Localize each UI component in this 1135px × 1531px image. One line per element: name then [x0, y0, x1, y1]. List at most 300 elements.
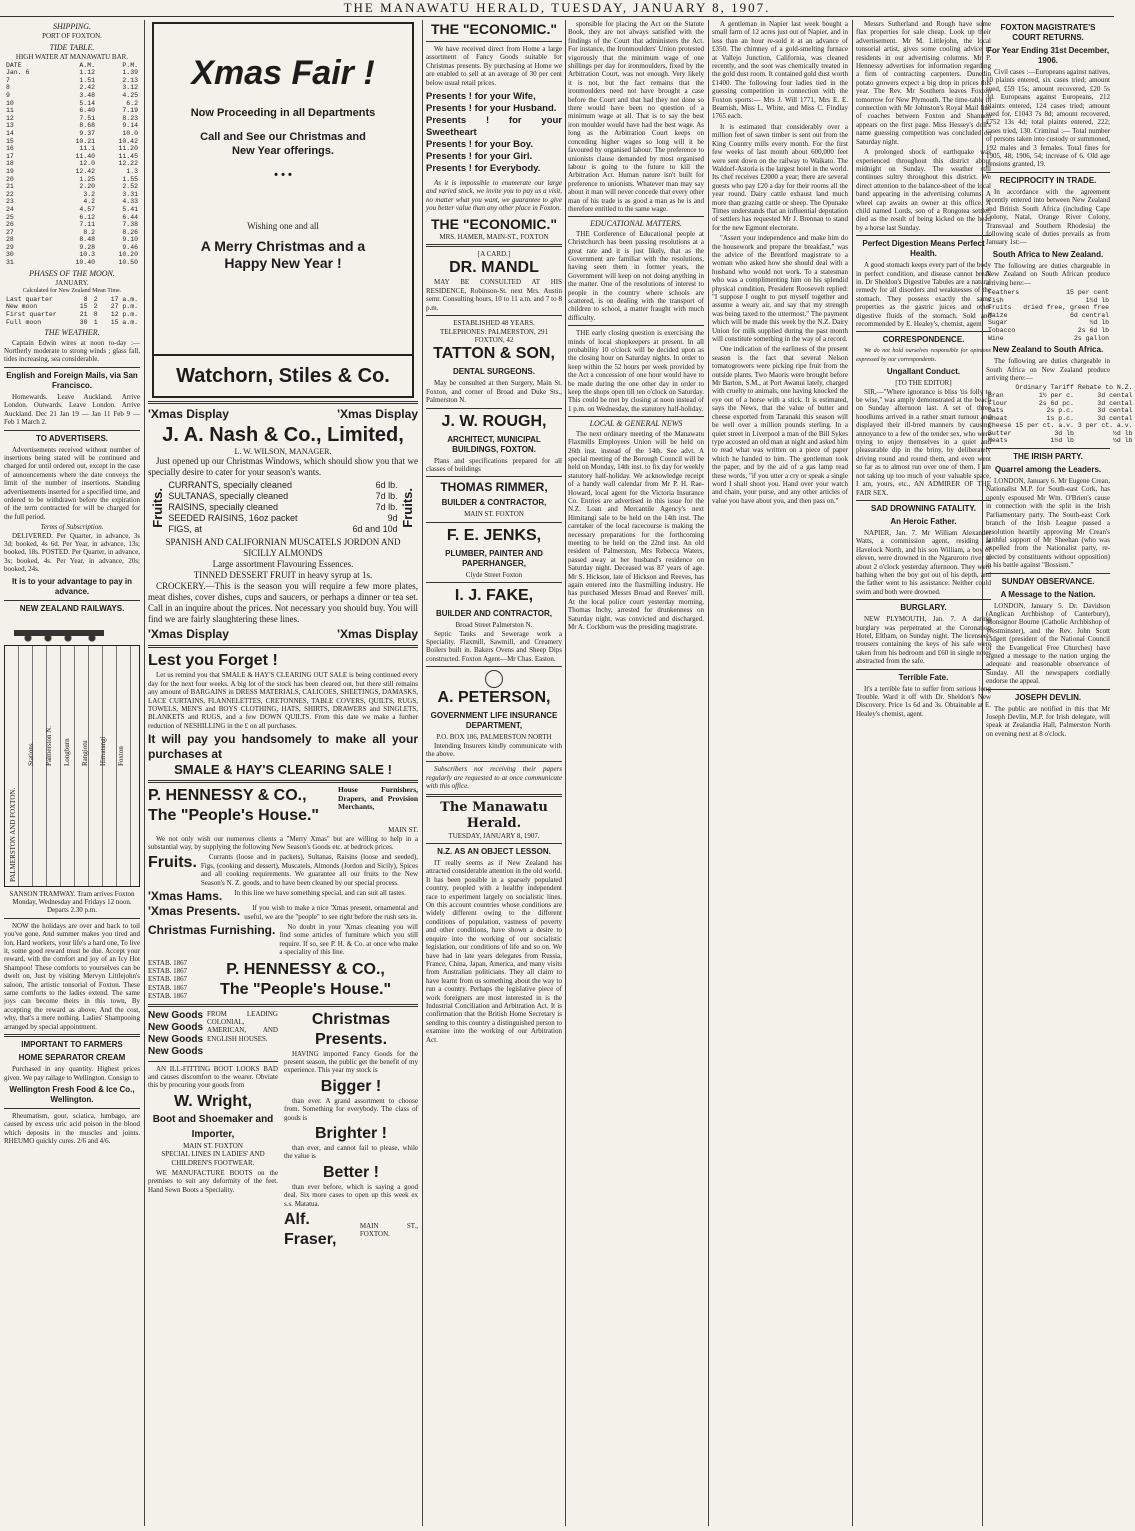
tide-cell: 26	[6, 221, 14, 229]
tide-cell: 10.0	[122, 129, 138, 137]
fruit-name: SULTANAS, specially cleaned	[168, 491, 289, 502]
paper-title: The Manawatu Herald.	[440, 799, 548, 831]
timetable-label: Foxton	[117, 745, 125, 766]
new-goods-line: New Goods	[148, 1045, 204, 1057]
presents-block	[148, 904, 418, 923]
tide-cell: 30	[6, 251, 14, 259]
fraser-name: Alf. Fraser,	[284, 1211, 337, 1249]
presents-text: If you wish to make a nice 'Xmas present, ornamental and useful, we are the "people" to see right before the rush sets in.	[244, 904, 418, 921]
tide-row	[4, 176, 140, 184]
tide-cell: 9	[6, 92, 10, 99]
smale-hay-text: Let us remind you that SMALE & HAY'S CLEARING OUT SALE is being continued every day for the next four weeks. A big lot of the stock has been cleared out, but there still remains any amount of BARGAINS in DRESS MATERIALS, CALICOES, SHEETINGS, DAMASKS, LACE CURTAINS, FLANNELETTES, CRETONNES, TABLE COVERS, QUILTS, RUGS, TOWELS, MEN'S and BOYS CLOTHING, HATS, SHIRTS, DRAWERS and SINGLETS, BLANKETS and RUGS, and a few DOWN QUILTS. From this date we make a further reduction of NESHILLING in the £ on all purchases.	[148, 671, 418, 730]
sa-duty-cell: Fruits	[988, 304, 1012, 312]
moon-cell: 2	[93, 303, 98, 311]
column-7	[986, 20, 1133, 1526]
sunday-subheading: A Message to the Nation.	[1000, 589, 1096, 599]
column-rule	[565, 20, 566, 1526]
tide-cell: 3.12	[122, 84, 138, 92]
fruits-word: Fruits.	[148, 854, 197, 872]
timetable-label: Palmerston N.	[45, 725, 53, 766]
fake-text: Septic Tanks and Sewerage work a Speciality. Flaxmill, Sawmill, and Creamery Boilers built in. Bakers Ovens and Sheep Dips constructed. Foxton Agent—Mr Chas. Easton.	[426, 629, 562, 663]
burglary-heading: BURGLARY.	[900, 603, 947, 613]
reciprocity-heading: RECIPROCITY IN TRADE.	[999, 175, 1097, 185]
peoples-house-2: The "People's House."	[220, 980, 392, 998]
tide-cell: 22	[6, 190, 14, 198]
rough-name: J. W. ROUGH,	[441, 412, 547, 430]
present-line: Presents ! for your Girl.	[426, 151, 533, 163]
tide-cell: 8.68	[79, 122, 96, 130]
fraser-signature	[284, 1210, 418, 1250]
hennessy-firm-name: P. HENNESSY & CO.,	[148, 787, 307, 805]
tide-row	[4, 229, 140, 237]
sa-duty-row	[986, 289, 1111, 297]
peterson-box: P.O. BOX 186, PALMERSTON NORTH	[436, 733, 552, 742]
sa-duties-table	[986, 289, 1111, 342]
xmas-fair-title: Xmas Fair !	[191, 54, 375, 92]
tide-cell: 29	[6, 243, 14, 251]
nz-duty-cell: Cheese	[988, 422, 1012, 430]
column-5	[712, 20, 848, 1526]
weather-heading: THE WEATHER.	[44, 328, 100, 338]
moon-cell: 8	[93, 311, 98, 319]
tide-cell: 8	[6, 84, 10, 92]
news-items-1: A gentleman in Napier last week bought a small farm of 12 acres just out of Napier, and in less than an hour re-sold it at an advance of £350. The chimney of a gold-smelting furnace at Vallejo Junction, California, was cleaned recently, and the soot was chemically treated in the gold dust room. It contained gold dust worth £1400. The following four ladies tied in the guessing competition in connection with the Foxton sports:— Mrs J. Will 1771, Mrs E. E. Beamish, Miss L. White, and Miss C. Findlay 1765 each.	[712, 20, 848, 121]
sa-duty-row	[986, 304, 1111, 312]
devlin-text: The public are notified in this that Mr Joseph Devlin, M.P. for Irish delegate, will speak at Zealandia Hall, Palmerston North on evening next at 8 o'clock.	[986, 704, 1110, 738]
moon-note: Calculated for New Zealand Mean Time.	[22, 288, 122, 295]
column-3	[426, 20, 562, 1526]
column-rule	[422, 20, 423, 1526]
tide-cell: 10.21	[75, 137, 96, 145]
fruit-price: 6d lb.	[375, 480, 398, 491]
perfect-digestion-text: A good stomach keeps every part of the body in perfect condition, and disease cannot break in. Dr Sheldon's Digestive Tabules are a natural remedy for all disorders and weaknesses of the stomach. They possess exactly the same properties as the gastric juices and other digestive fluids of the stomach. Sold and recommended by E. Healey's, chemist, agent.	[856, 261, 991, 328]
tide-cell: 6.2	[126, 99, 138, 107]
tide-row	[4, 145, 140, 153]
peterson-trade: GOVERNMENT LIFE INSURANCE DEPARTMENT,	[430, 711, 558, 731]
tide-cell: 21	[6, 183, 14, 191]
sunday-text: LONDON, January 5. Dr. Davidson (Anglican Archbishop of Canterbury), Monsignor Bourne (Catholic Archbishop of Westminster), and the Rev. John Scott Lidgett (president of the National Council of the Evangelical Free Churches) have signed a message to the nation urging the adequate and reasonable observance of Sunday. All the newspapers cordially endorse the appeal.	[986, 601, 1110, 686]
tide-cell: 7.38	[122, 221, 138, 229]
sa-duty-cell: 6d central	[1070, 311, 1110, 319]
new-goods-list	[148, 1010, 203, 1058]
timetable-label: Rangiotu	[81, 739, 89, 766]
moon-cell: 21	[79, 311, 88, 319]
tide-cell: 28	[6, 236, 14, 244]
tide-cell: 11.45	[118, 152, 138, 160]
tide-cell: 31	[6, 259, 14, 267]
tide-cell: 5.41	[122, 205, 138, 213]
watchorn-xmas-ad	[152, 22, 414, 356]
advertisers-heading: TO ADVERTISERS.	[35, 433, 108, 443]
column-1	[4, 20, 140, 1526]
nz-duties-col	[986, 384, 1013, 392]
mails-heading: English and Foreign Mails, via San Francisco.	[6, 370, 138, 390]
moon-cell: 30	[79, 318, 88, 326]
mandl-text: MAY BE CONSULTED AT HIS RESIDENCE, Robinson-St. next Mrs. Austin semr. Consulting hours, 10 to 11 a.m. and 7 to 8 p.m.	[426, 278, 562, 312]
tide-cell: 6.12	[79, 213, 96, 221]
moon-row	[4, 296, 140, 304]
moon-cell: 17 a.m.	[110, 295, 138, 303]
tide-cell: 8.48	[79, 236, 96, 244]
nz-duty-cell: Oats	[988, 407, 1004, 415]
moon-table	[4, 296, 140, 326]
jenks-trade: PLUMBER, PAINTER AND PAPERHANGER,	[445, 548, 543, 568]
arbitration-continued: sponsible for placing the Act on the Statute Book, they are not always satisfied with the findings of the Court that administers the Act. For instance, the Ironmoulders' Union protested vigorously that the minimum wage of one shillings per day for ironmoulders, fixed by the Arbitration Court, was not enough. Very likely it is not, but the fact remains that the ironmoulders need not have brought a case before the Court and that had they not done so there would have been no question of a minimum wage at all. That is to say the best iron moulder would have had the best wage. As long as the Arbitration Court keeps on conceding higher wages so long will it be favoured by organised labour. The preference to unionists clause demanded by most organised labour is going to the future to kill the Arbitration Act. Human nature isn't built for preference to unionists. Whatever man may say about it man will never concede that every other man of his trade is as good a man as he is and therefore entitled to the same wage.	[568, 20, 704, 213]
tide-cell: 4.57	[79, 205, 96, 213]
tide-cell: 20	[6, 175, 14, 183]
nz-duty-cell: 1½d lb	[1050, 437, 1074, 445]
tide-cell: 25	[6, 213, 14, 221]
hennessy-firm-name-2: P. HENNESSY & CO.,	[226, 960, 385, 978]
nz-duties-col: Ordinary Tariff	[1015, 384, 1074, 392]
almonds-line: SPANISH AND CALIFORNIAN MUSCATELS JORDON AND SICILLY ALMONDS	[165, 537, 401, 559]
nz-duty-cell: 1½ per c.	[1038, 391, 1074, 399]
news-items-3: "Assert your independence and make him do the housework and prepare the breakfast," was the advice of the Brentford magistrate to a woman who asked how she should deal with a husband who would not work. To a statesman who was a complimenting him on his splendid physical condition, President Roosevelt replied: "I suppose I ought to put myself together and assume a weary air, and say that my strength was being taxed to the uttermost." The payment which will be made this week by the N.Z. Dairy Union for milk supplied during the past month will constitute something in the way of a record.	[712, 234, 848, 344]
hams-text: In this line we have something special, and can suit all tastes.	[234, 889, 406, 898]
wright-address: MAIN ST. FOXTON	[183, 1141, 243, 1150]
letter-text: SIR,—"Where ignorance is bliss 'tis folly to be wise," was amply demonstrated at the beach on Sunday afternoon last. A set of three hoodlums arrived in a rather smart turnout and displayed their ill-bred manners by causing annoyance to a few of the tender sex, who were trying to enjoy themselves in a quiet and pleasurable dip in the briny, by deliberately driving round and round them, and even went so far as to almost run over one of them. I am not taking up too much of your valuable space, I am, yours, etc., AN ADMIRER OF THE FAIR SEX.	[856, 387, 991, 497]
sa-duty-cell: 2s 6d lb	[1077, 326, 1110, 334]
wright-name: W. Wright,	[174, 1092, 252, 1110]
tide-cell: 16	[6, 145, 14, 153]
tide-cell: 1.51	[79, 76, 96, 84]
terrible-fate-text: It's a terrible fate to suffer from serious long Trouble. Ward it off with Dr. Sheldon's New Discovery. Price 1s 6d and 3s. Obtainable at E. Healey's chemist, agent.	[856, 684, 991, 718]
tide-cell: 1.55	[122, 175, 138, 183]
tide-row	[4, 244, 140, 252]
lest-you-forget-title: Lest you Forget !	[148, 652, 278, 670]
tinned-line: TINNED DESSERT FRUIT in heavy syrup at 1s.	[193, 570, 373, 581]
xmas-wish: A Merry Christmas and a Happy New Year !	[200, 238, 366, 272]
masthead: THE MANAWATU HERALD, TUESDAY, JANUARY 8, 1907.	[0, 0, 1114, 17]
moon-cell: Full moon	[6, 318, 42, 326]
crockery-text: CROCKERY.—This is the season you will require a few more plates, meat dishes, cover dishes, cups and saucers, or perhaps a dinner or tea set. Call in an inquire about the prices. Not necessary you should buy. You will find we are fairly slaughtering these lines.	[148, 581, 418, 625]
tide-cell: 10.50	[118, 259, 138, 267]
subscription-heading: Terms of Subscription.	[40, 523, 104, 532]
nz-duty-cell: 15 per ct. a.v.	[1015, 422, 1074, 430]
jenks-address: Clyde Street Foxton	[465, 570, 523, 579]
nz-duty-cell: ½d lb	[1113, 437, 1133, 445]
xmas-dots: • • •	[274, 169, 292, 181]
nz-duty-cell: 3 per ct. a.v.	[1077, 422, 1133, 430]
shipping-heading: SHIPPING.	[53, 22, 91, 31]
tide-cell: 12.0	[79, 160, 96, 168]
column-6	[856, 20, 991, 1526]
fruit-line	[168, 491, 397, 502]
telephones: TELEPHONES: PALMERSTON, 291 FOXTON, 42	[440, 327, 548, 344]
nz-duty-row	[986, 415, 1135, 423]
nz-duty-cell: Bran	[988, 391, 1004, 399]
nz-duty-cell: 3d cental	[1097, 391, 1133, 399]
tide-cell: 1.39	[122, 69, 138, 77]
tide-cell: 3.2	[83, 190, 96, 198]
rimmer-trade: BUILDER & CONTRACTOR,	[441, 498, 547, 508]
tide-row	[4, 236, 140, 244]
fruit-line	[168, 502, 397, 513]
subscribers-note: Subscribers not receiving their papers regularly are requested to at once communicate with this office.	[426, 765, 562, 791]
ungallant-heading: Ungallant Conduct.	[886, 367, 961, 377]
tide-cell: 15	[6, 137, 14, 145]
nz-duty-cell: 3d cental	[1097, 407, 1133, 415]
tide-cell: 6.44	[122, 213, 138, 221]
tatton-text: May be consulted at then Surgery, Main St. Foxton, and corner of Broad and Duke Sts., Palmerston N.	[426, 379, 562, 405]
tide-row	[4, 221, 140, 229]
irish-party-text: LONDON, January 6. Mr Eugene Crean, Nationalist M.P. for South-east Cork, has openly espoused Mr Wm. O'Brien's cause in connection with the split in the Irish Parliamentary party. The South-east Cork branch of the Irish League passed a resolution heartily approving Mr Crean's faithful support of Mr Sheehan (who was expelled from the Nationalist party, re-elected by constituents without opposition) in his battle against "Bossism."	[986, 477, 1110, 570]
nash-firm-name: J. A. Nash & Co., Limited,	[162, 424, 404, 446]
tide-cell: 6.40	[79, 107, 96, 115]
present-line: Presents ! for your Wife,	[426, 91, 536, 103]
flavour-line: Large assortment Flavouring Essences.	[212, 559, 354, 570]
fake-address: Broad Street Palmerston N.	[455, 621, 533, 630]
economic-title-2: THE "ECONOMIC."	[430, 215, 558, 232]
nz-duty-cell: 3d cental	[1097, 399, 1133, 407]
sa-duty-row	[986, 327, 1111, 335]
fruit-lines	[168, 480, 397, 535]
present-line: Presents ! for your Boy.	[426, 139, 533, 151]
pay-advance-note: It is to your advantage to pay in advance.	[11, 576, 133, 596]
fruit-line	[168, 524, 397, 535]
moon-heading: PHASES OF THE MOON.	[29, 268, 115, 278]
bigger-text: than ever. A grand assortment to choose from. Something for everybody. The class of goods is	[284, 1096, 418, 1122]
tramway-note: SANSON TRAMWAY. Tram arrives Foxton Monday, Wednesday and Fridays 12 noon. Departs 2.30 p.m.	[9, 889, 135, 915]
xmas-display-left: 'Xmas Display	[148, 407, 229, 421]
fruit-price: 7d lb.	[375, 491, 398, 502]
furnishing-block	[148, 923, 418, 959]
tide-table-subheading: HIGH WATER AT MANAWATU BAR.	[15, 53, 129, 62]
court-returns-heading: FOXTON MAGISTRATE'S COURT RETURNS.	[1000, 23, 1096, 42]
peterson-name: A. PETERSON,	[437, 689, 551, 707]
tide-row	[4, 153, 140, 161]
nz-duties-col: Rebate to N.Z.	[1077, 384, 1133, 392]
xmas-hams: 'Xmas Hams.	[148, 889, 223, 904]
tide-cell: 5.14	[79, 99, 96, 107]
fruit-price: 6d and 10d	[352, 524, 398, 535]
tide-cell: 10.20	[118, 251, 138, 259]
present-line: Presents ! for your Husband.	[426, 103, 557, 115]
smale-hay-sale: SMALE & HAY'S CLEARING SALE !	[174, 762, 392, 778]
christmas-presents-title: Christmas Presents.	[311, 1010, 391, 1048]
moon-cell: 12 p.m.	[110, 311, 138, 319]
nz-duty-cell: 1s p.c.	[1046, 414, 1074, 422]
manufacture-text: WE MANUFACTURE BOOTS on the premises to suit any deformity of the feet. Hand Sewn Boots a Speciality.	[148, 1169, 278, 1194]
irish-party-subheading: Quarrel among the Leaders.	[994, 465, 1102, 475]
nz-duty-cell: 3d lb	[1054, 429, 1074, 437]
xmas-fair-subtitle: Now Proceeding in all Departments	[190, 107, 376, 119]
burglary-text: NEW PLYMOUTH, Jan. 7. A daring burglary was perpetrated at the Coronation Hotel, Eltham, on Sunday night. The licensee's trousers containing the keys of his safe were taken from his bedroom and £60 in single notes abstracted from the safe.	[856, 615, 991, 666]
nz-duty-row	[986, 392, 1135, 400]
nz-duty-row	[986, 400, 1135, 408]
tatton-trade: DENTAL SURGEONS.	[453, 367, 535, 377]
local-news-heading: LOCAL & GENERAL NEWS	[589, 419, 683, 429]
tide-row	[4, 107, 140, 115]
tide-cell: 4.25	[122, 92, 138, 99]
fruit-line	[168, 513, 397, 524]
estab-list	[148, 959, 187, 1001]
tide-cell: 24	[6, 205, 14, 213]
farmers-subheading: HOME SEPARATOR CREAM	[18, 1053, 126, 1063]
locomotive-icon	[8, 616, 136, 642]
tide-cell: 11.20	[118, 145, 138, 153]
fruits-side-label: Fruits.	[150, 488, 165, 528]
sa-duty-cell: Fish	[988, 296, 1004, 304]
rough-text: Plans and specifications prepared for all classes of buildings	[426, 456, 562, 473]
sa-duty-row	[986, 319, 1111, 327]
moon-cell: Last quarter	[6, 295, 53, 303]
estab-line: ESTAB. 1867	[148, 983, 188, 992]
fraser-address: MAIN ST., FOXTON.	[359, 1221, 418, 1239]
rimmer-address: MAIN ST. FOXTON	[464, 510, 524, 519]
tide-cell: 12.22	[118, 160, 138, 168]
sa-duty-cell: Wine	[988, 334, 1004, 342]
tide-table	[4, 62, 140, 267]
special-lines: SPECIAL LINES IN LADIES' AND CHILDREN'S FOOTWEAR.	[161, 1150, 265, 1167]
reciprocity-text: In accordance with the agreement recently entered into between New Zealand and British South Africa (including Cape Colony, Natal, Orange River Colony, Transvaal and Southern Rhodesia) the following scale of duties prevails as from January 1st:—	[986, 187, 1110, 247]
fruits-side-label: Fruits.	[399, 488, 415, 528]
nz-to-sa-text: The following are duties chargeable in South Africa on New Zealand produce arriving there:—	[986, 357, 1110, 382]
tide-row	[4, 160, 140, 168]
sa-duty-cell: 1½d lb	[1085, 296, 1110, 304]
better-text: than ever before, which is saying a good deal. Six more cases to open up this week ex s.s. Matatua.	[284, 1182, 418, 1208]
tide-cell: 2.42	[79, 84, 96, 92]
tide-cell: 27	[6, 228, 14, 236]
tide-row	[4, 122, 140, 130]
present-line: Presents ! for your Sweetheart	[426, 115, 562, 139]
tide-cell: 10.42	[118, 137, 138, 145]
fruit-price: 9d	[387, 513, 398, 524]
tide-cell: 3.31	[122, 190, 138, 198]
object-lesson-text: IT really seems as if New Zealand has attracted considerable attention in the old world. It has been possible in a sparsely populated country, peopled with a healthy independent race to experiment largely on socialistic lines. On this account countries whose conditions are widely different owing to the different conditions of population, vastness of poverty and other conditions, have shown a desire to enquire into the working of our socialistic legislation, our conditions of life and so on. We have had in late years delegates from Russia, France, China, Japan, America, and many visits from Australian politicians. They all claim to have learnt from us something about the way to run a country. Perhaps the legislative piece of work foreigners are most interested in is the Industrial Conciliation and Arbitration Act. It is confirmation that the British Home Secretary is sending to this country a distinguished person to examine into the working of our Arbitration Act.	[426, 859, 562, 1044]
brighter-text: than ever, and cannot fail to please, while the value is	[284, 1144, 418, 1161]
xmas-display-banner	[148, 627, 418, 642]
local-news-text: The next ordinary meeting of the Manawatu Flaxmills Employees Union will be held on 26th inst. instead of the 14th. See advt. A special meeting of the Borough Council will be held on Monday, 14th inst. to fix day for weekly statutory half-holiday. We acknowledge receipt of a handy wall calendar from Mr P. H. Rae-Howard, local agent for the Victoria Insurance Co. Entries are advertised in this issue for the N.Z. Loan and Mercantile Agency's next Himitangi sale to be held on the 14th inst. The caretaker of the local racecourse is making the necessary preparations for the forthcoming meeting to be held on the 22nd inst. An old resident of Palmerston, Mrs Rebecca Waters, passed away at her husband's residence on Saturday night. Deceased was 87 years of age. Mr S. Hickson, late of Hickson and Reeves, has again entered into the flaxmilling industry. He has purchased Messrs Broad and Reeves' mill. At the local police court yesterday morning, Thomas Inchy, arrested for drunkenness on Saturday night, was convicted and discharged. Mr A. Cockburn was the presiding magistrate.	[568, 429, 704, 632]
tide-col-date: DATE	[6, 61, 22, 69]
tide-row	[4, 115, 140, 123]
tide-row	[4, 198, 140, 206]
xmas-display-left: 'Xmas Display	[148, 627, 229, 642]
correspondence-heading: CORRESPONDENCE.	[882, 335, 965, 345]
sa-duty-cell: Tobacco	[988, 326, 1016, 334]
tide-cell: 8.23	[122, 114, 138, 122]
correspondence-note: We do not hold ourselves responsible for opinions expressed by our correspondents.	[856, 348, 991, 363]
tide-cell: 10	[6, 99, 14, 107]
tide-row	[4, 100, 140, 108]
tide-cell: 1.3	[126, 167, 138, 175]
moon-cell: 1	[93, 318, 98, 326]
news-items-5: Messrs Sutherland and Rough have some flax properties for sale cheap. Look up their advertisement. Mr M. Littlejohn, the local tonsorial artist, gives some cooling advice to residents in our advertising columns. Mr P. Hennessy advertises for information regarding a firm of contracting carpenters. Dunedin potato growers expect a big drop in prices this year. The Rev. Mr Southern leaves Foxton tomorrow for New Plymouth. The time-table in connection with Mr Johnston's Royal Mail line of coaches between Foxton and Shannon appears on the first page. Miss Hessey's doll's name guessing competition was concluded on Saturday night.	[856, 20, 991, 146]
court-returns-text: Civil cases :—Europeans against natives, 10 plaints entered, six cases tried; amount sued, £59 15s; amount recovered, £20 5s 3d. Europeans against Europeans, 212 plaints entered, 124 cases tried; amount sued for, £1043 7s 8d; amount recovered, £752 13s 4d; total plaints entered, 222; cases tried, 130. Criminal :— Total number of persons taken into custody or summoned, 192 males and 3 females. Total fines for 1905, 48; 1906, 54; increase of 6. Old age pensions granted, 19.	[986, 68, 1110, 169]
early-closing-text: THE early closing question is exercising the minds of local shopkeepers at present. In all probability 10 o'clock will be decided upon as the closing hour on Saturday nights. In order to keep within the 52 hours per week provided by the Act a concession of one hour would have to be made during the one other day in order to keep the shops open till ten o'clock on Saturday. This could be met by closing at noon instead of 1 p.m. on Wednesday, the statutory half-holiday.	[568, 329, 704, 413]
tide-cell: 10.40	[75, 259, 96, 267]
paper-date: TUESDAY, JANUARY 8, 1907.	[448, 831, 540, 840]
tide-cell: 11	[6, 107, 14, 115]
hennessy-text: We not only wish our numerous clients a "Merry Xmas" but are willing to help in a substantial way, by supplying the following New Season's Goods etc. at bedrock prices.	[148, 834, 418, 852]
fruit-line	[168, 480, 397, 491]
tide-row	[4, 183, 140, 191]
port-heading: PORT OF FOXTON.	[42, 32, 102, 41]
perfect-digestion-heading: Perfect Digestion Means Perfect Health.	[862, 239, 985, 259]
timetable-label: Stations.	[27, 741, 35, 766]
new-goods-line: New Goods	[148, 1021, 204, 1033]
tide-row	[4, 69, 140, 77]
tide-cell: 11.1	[79, 145, 96, 153]
nz-duty-cell: Flour	[988, 399, 1008, 407]
tide-cell: 17	[6, 152, 14, 160]
moon-cell: New moon	[6, 303, 38, 311]
brighter-label: Brighter !	[315, 1125, 387, 1142]
tide-cell: 13	[6, 122, 14, 130]
moon-cell: 2	[93, 295, 98, 303]
timetable-label: PALMERSTON AND FOXTON.	[9, 787, 17, 882]
drowning-text: NAPIER, Jan. 7. Mr William Alexander Watts, a commission agent, residing at Havelock North, and his son William, a boy of eleven, were drowned in the Ngaruroro river at about 2 o'clock yesterday afternoon. They were bathing when the boy got out of his depth, and the father went to his assistance. Neither could swim and both were drowned.	[856, 528, 991, 596]
xmas-display-right: 'Xmas Display	[337, 407, 418, 421]
timetable-label: Longburn	[63, 737, 71, 766]
watchorn-firm-name: Watchorn, Stiles & Co.	[152, 356, 414, 398]
rough-trade: ARCHITECT, MUNICIPAL BUILDINGS, FOXTON.	[447, 434, 541, 454]
tide-cell: 9.46	[122, 243, 138, 251]
tide-col-pm: P.M.	[122, 61, 138, 69]
smale-pay-note: It will pay you handsomely to make all your purchases at	[148, 732, 418, 762]
moon-row	[4, 303, 140, 311]
terrible-fate-heading: Terrible Fate.	[898, 672, 949, 682]
tide-cell: 14	[6, 129, 14, 137]
tide-row	[4, 92, 140, 100]
furnishing-text: No doubt in your 'Xmas cleaning you will find some articles of furniture which you still require. If so, see P. H. & Co. at once who make a speciality of this line.	[279, 922, 418, 957]
sa-duty-cell: 15 per cent	[1066, 288, 1110, 296]
established-48: ESTABLISHED 48 YEARS.	[453, 319, 535, 328]
timetable-label: Himatangi	[99, 736, 107, 766]
moon-cell: 27 p.m.	[110, 303, 138, 311]
news-items-2: It is estimated that considerably over a million feet of sawn timber is sent out from the King Country mills every month. For the first few weeks of last month about 600,000 feet were sent down on the railway to Waikato. The Waldorf-Astoria is the largest hotel in the world. Its chef receives £2000 a year; there are several guests who pay £20 a day for their rooms all the year round. Dairy cattle exhaust land much more than grazing cattle or sheep. The Opunake Times understands that an influential deputation of settlers has requested Mr J. Brennan to stand for the new Egmont electorate.	[712, 122, 848, 232]
moon-cell: 15 a.m.	[110, 318, 138, 326]
subscription-text: DELIVERED. Per Quarter, in advance, 3s 3d; booked, 4s 6d. Per Year, in advance, 13s; booked, 18s. POSTED. Per Quarter, in advance, 3s; booked, 4s. Per Year, in advance, 20s; booked, 24s.	[4, 531, 140, 574]
nz-duty-cell: Meats	[988, 437, 1008, 445]
farmers-text: Purchased in any quantity. Highest prices given. We pay railage to Wellington. Consign to	[4, 1065, 140, 1082]
educational-text: THE Conference of Educational people at Christchurch has been passing resolutions at a great rate and it is just likely, that as the Government are familiar with the resolutions, having seen them in former years, the Government will keep on not doing anything in the matter. One of the resolutions of interest to people in the country where schools are scattered, is on dealing with the transport of children to school, a matter fraught with much difficulty.	[568, 229, 704, 322]
moon-row	[4, 319, 140, 327]
fake-trade: BUILDER AND CONTRACTOR,	[436, 609, 552, 619]
tide-col-am: A.M.	[79, 61, 96, 69]
news-items-6: A prolonged shock of earthquake was experienced throughout this district about midnight on Sunday. The weather still continues sultry throughout this district. We direct attention to the balance-sheet of the local band appearing in the advertising columns. A wheel cap awaits an owner at this office. A child named Lords, son of a Rongotea settler, died as the result of being kicked on the head by a horse last Sunday.	[856, 148, 991, 232]
xmas-wish-small: Wishing one and all	[247, 221, 319, 231]
court-returns-subheading: For Year Ending 31st December, 1906.	[986, 46, 1110, 65]
hennessy-header	[148, 786, 418, 826]
fruit-name: CURRANTS, specially cleaned	[168, 480, 292, 491]
devlin-heading: JOSEPH DEVLIN.	[1014, 692, 1082, 702]
estab-line: ESTAB. 1867	[148, 958, 188, 967]
tide-row	[4, 77, 140, 85]
fruit-name: SEEDED RAISINS, 16oz packet	[168, 513, 298, 524]
tide-cell: 7	[6, 76, 10, 84]
nz-duty-row	[986, 422, 1135, 430]
estab-line: ESTAB. 1867	[148, 975, 188, 984]
present-line: Presents ! for Everybody.	[426, 163, 541, 175]
fruit-price-list	[148, 480, 418, 535]
fruit-price: 7d lb.	[375, 502, 398, 513]
new-goods-ad	[148, 1010, 278, 1058]
tide-table-heading: TIDE TABLE.	[49, 42, 95, 52]
tide-cell: 8.2	[83, 228, 96, 236]
tatton-son: TATTON & SON,	[433, 345, 555, 363]
hennessy-footer	[148, 959, 418, 1001]
tide-cell: 9.14	[122, 122, 138, 130]
nz-duty-cell: 3d cental	[1097, 414, 1133, 422]
column-rule	[852, 20, 853, 1526]
nz-duty-cell: 2s 6d pc.	[1038, 399, 1074, 407]
moon-cell: 8	[83, 295, 88, 303]
xmas-call-text: Call and See our Christmas and New Year offerings.	[200, 131, 366, 157]
new-goods-line: New Goods	[148, 1033, 204, 1045]
tide-cell: 1.25	[79, 175, 96, 183]
tide-cell: 19	[6, 167, 14, 175]
